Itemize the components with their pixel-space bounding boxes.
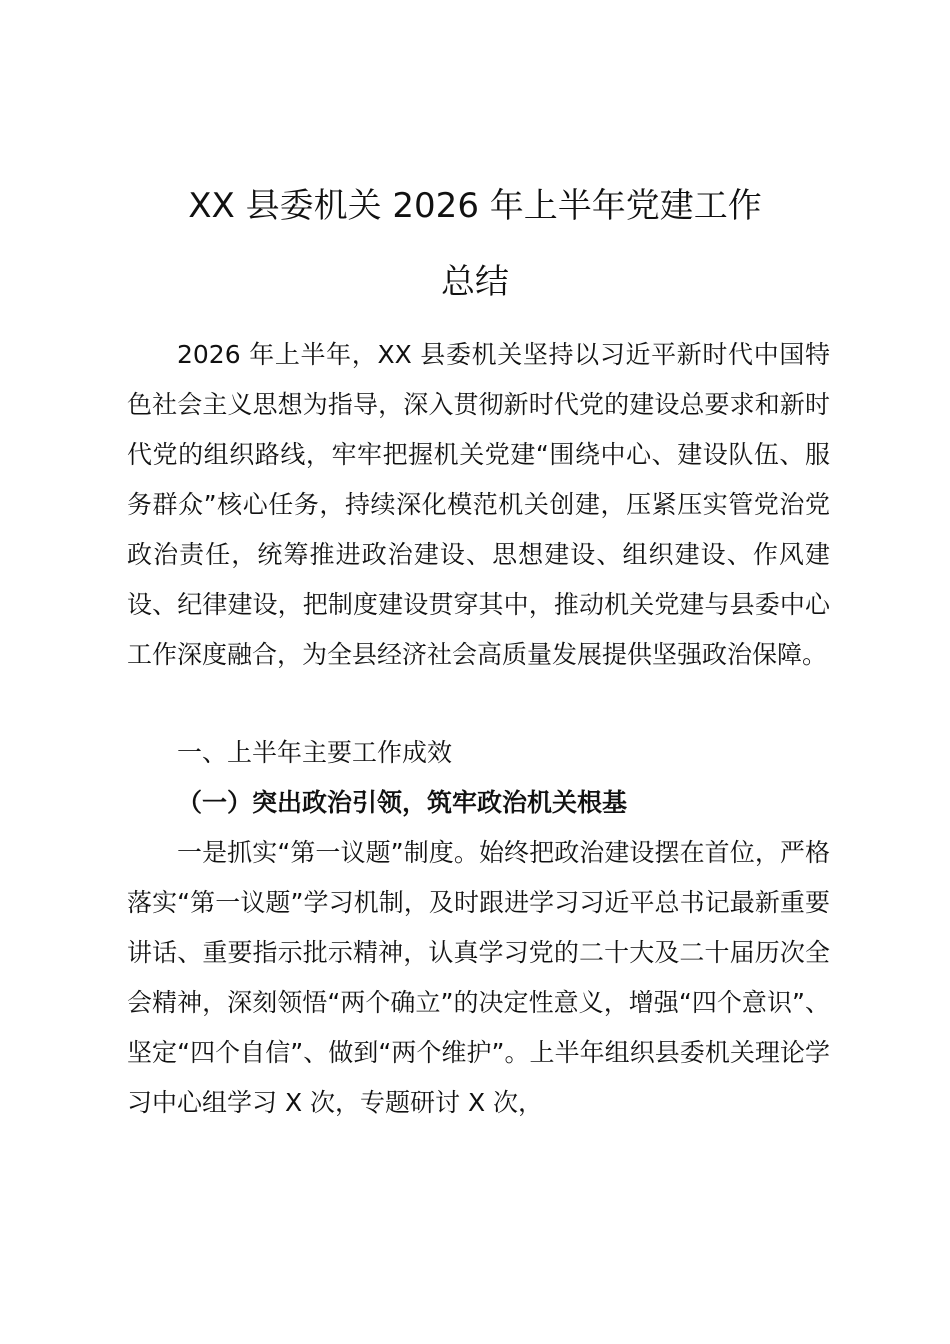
intro-paragraph: 2026 年上半年，XX 县委机关坚持以习近平新时代中国特色社会主义思想为指导，深入贯彻新时代党的建设总要求和新时代党的组织路线，牢牢把握机关党建“围绕中心、建设队伍、服务群众”核心任务，持续深化模范机关创建，压紧压实管党治党政治责任，统筹推进政治建设、思想建设、组织建设、作风建设、纪律建设，把制度建设贯穿其中，推动机关党建与县委中心工作深度融合，为全县经济社会高质量发展提供坚强政治保障。: [127, 340, 830, 669]
document-title-line1: XX 县委机关 2026 年上半年党建工作: [188, 186, 762, 226]
document-title-line2: 总结: [441, 262, 509, 302]
body-paragraph: 一是抓实“第一议题”制度。始终把政治建设摆在首位，严格落实“第一议题”学习机制，及时跟进学习习近平总书记最新重要讲话、重要指示批示精神，认真学习党的二十大及二十届历次全会精神，深刻领悟“两个确立”的决定性意义，增强“四个意识”、坚定“四个自信”、做到“两个维护”。上半年组织县委机关理论学习中心组学习 X 次，专题研讨 X 次，: [127, 838, 830, 1117]
subsection-heading: （一）突出政治引领，筑牢政治机关根基: [177, 788, 628, 817]
section-heading: 一、上半年主要工作成效: [177, 738, 453, 767]
